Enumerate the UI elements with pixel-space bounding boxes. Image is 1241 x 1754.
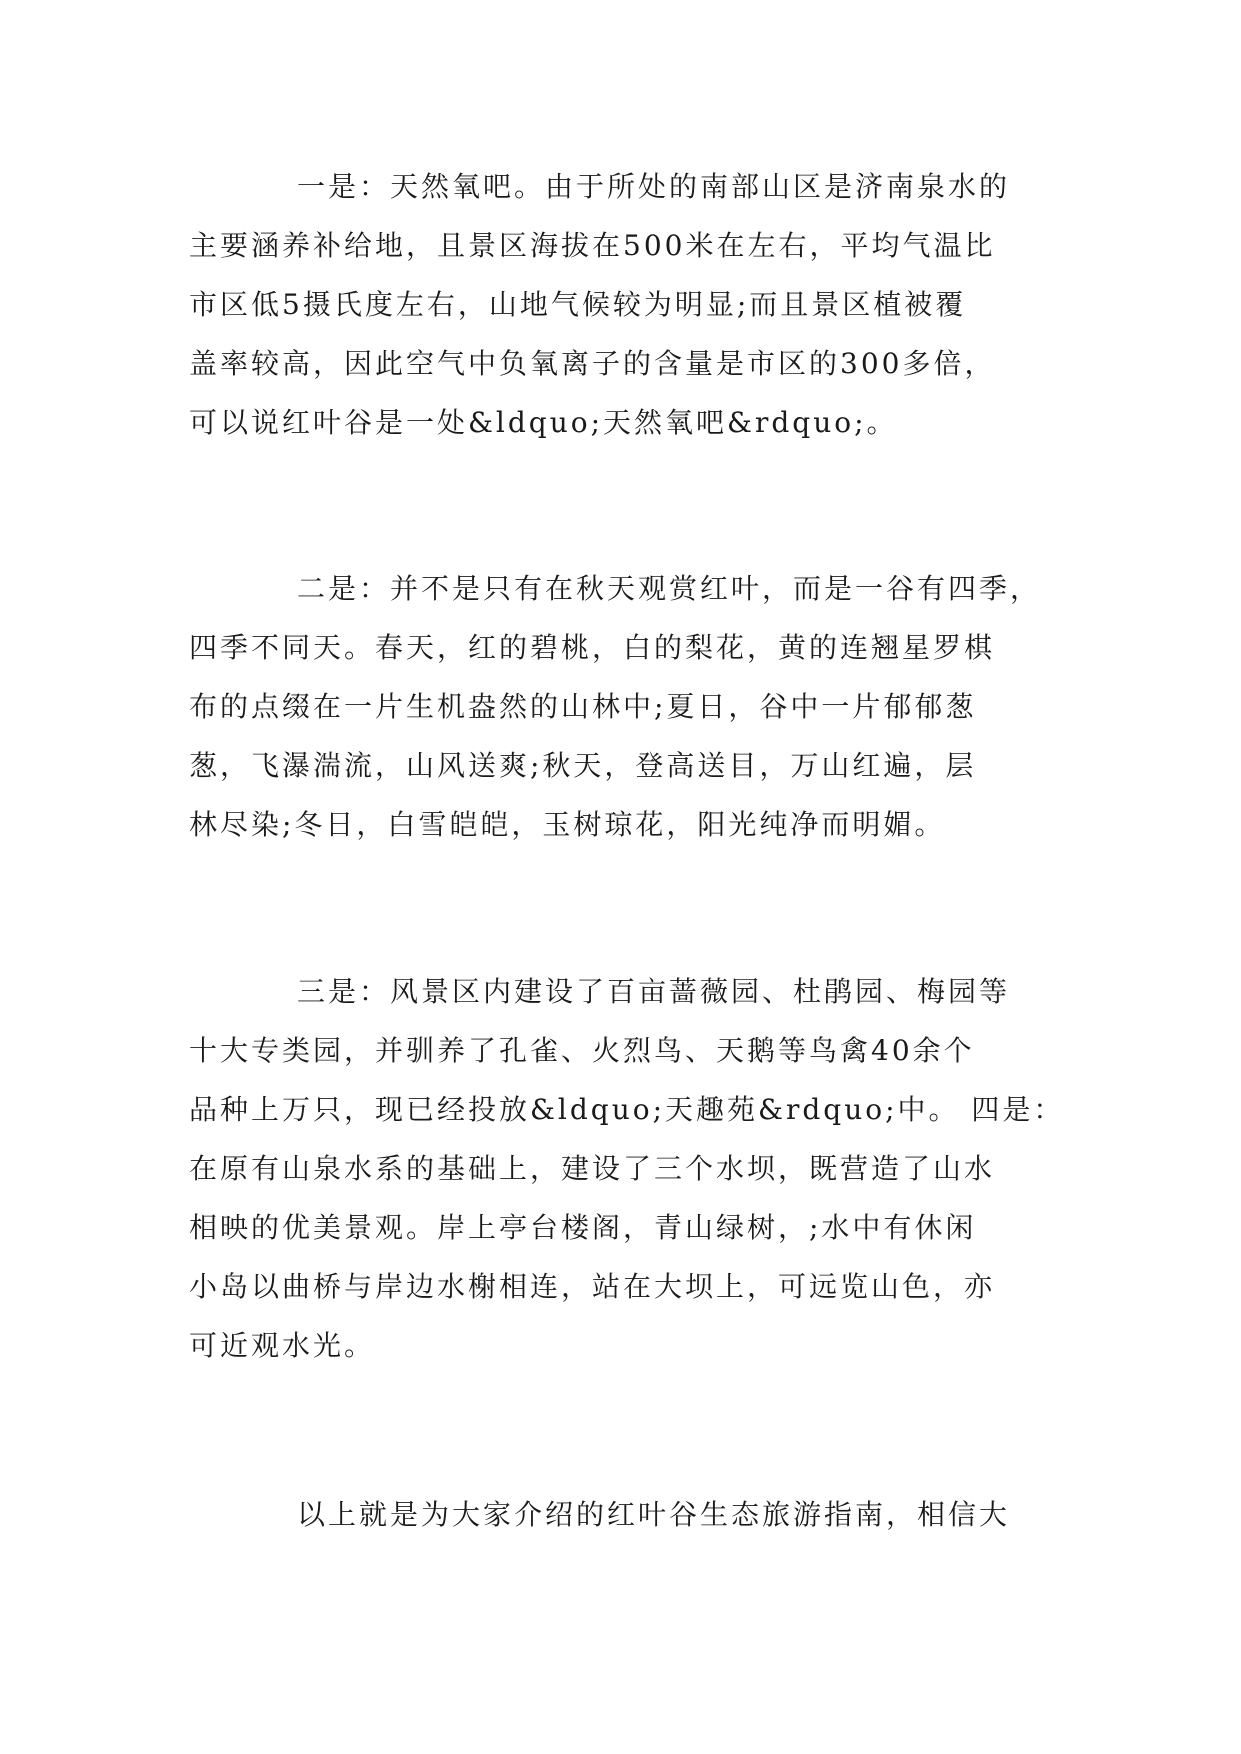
paragraph-line: 十大专类园，并驯养了孔雀、火烈鸟、天鹅等鸟禽40余个 (189, 1034, 975, 1067)
paragraph-line: 市区低5摄氏度左右，山地气候较为明显;而且景区植被覆 (189, 288, 967, 321)
paragraph-line: 小岛以曲桥与岸边水榭相连，站在大坝上，可远览山色，亦 (189, 1270, 996, 1303)
paragraph-gardens-and-dams (189, 962, 1065, 1375)
paragraph-line: 一是：天然氧吧。由于所处的南部山区是济南泉水的 (297, 170, 1011, 203)
paragraph-line: 可近观水光。 (189, 1329, 376, 1362)
paragraph-line: 可以说红叶谷是一处&ldquo;天然氧吧&rdquo;。 (189, 406, 898, 439)
paragraph-line: 三是：风景区内建设了百亩蔷薇园、杜鹃园、梅园等 (297, 975, 1011, 1008)
paragraph-line: 以上就是为大家介绍的红叶谷生态旅游指南，相信大 (297, 1498, 1011, 1531)
paragraph-line: 品种上万只，现已经投放&ldquo;天趣苑&rdquo;中。 四是： (189, 1093, 1065, 1126)
paragraph-four-seasons (189, 559, 1059, 854)
paragraph-conclusion (189, 1485, 1059, 1544)
paragraph-line: 四季不同天。春天，红的碧桃，白的梨花，黄的连翘星罗棋 (189, 631, 996, 664)
paragraph-line: 二是：并不是只有在秋天观赏红叶，而是一谷有四季， (297, 572, 1042, 605)
paragraph-line: 主要涵养补给地，且景区海拔在500米在左右，平均气温比 (189, 229, 996, 262)
paragraph-natural-oxygen-bar (189, 157, 1059, 452)
paragraph-line: 林尽染;冬日，白雪皑皑，玉树琼花，阳光纯净而明媚。 (189, 808, 946, 841)
paragraph-line: 在原有山泉水系的基础上，建设了三个水坝，既营造了山水 (189, 1152, 996, 1185)
paragraph-line: 葱，飞瀑湍流，山风送爽;秋天，登高送目，万山红遍，层 (189, 749, 977, 782)
paragraph-line: 布的点缀在一片生机盎然的山林中;夏日，谷中一片郁郁葱 (189, 690, 977, 723)
paragraph-line: 盖率较高，因此空气中负氧离子的含量是市区的300多倍， (189, 347, 996, 380)
paragraph-line: 相映的优美景观。岸上亭台楼阁，青山绿树，;水中有休闲 (189, 1211, 977, 1244)
